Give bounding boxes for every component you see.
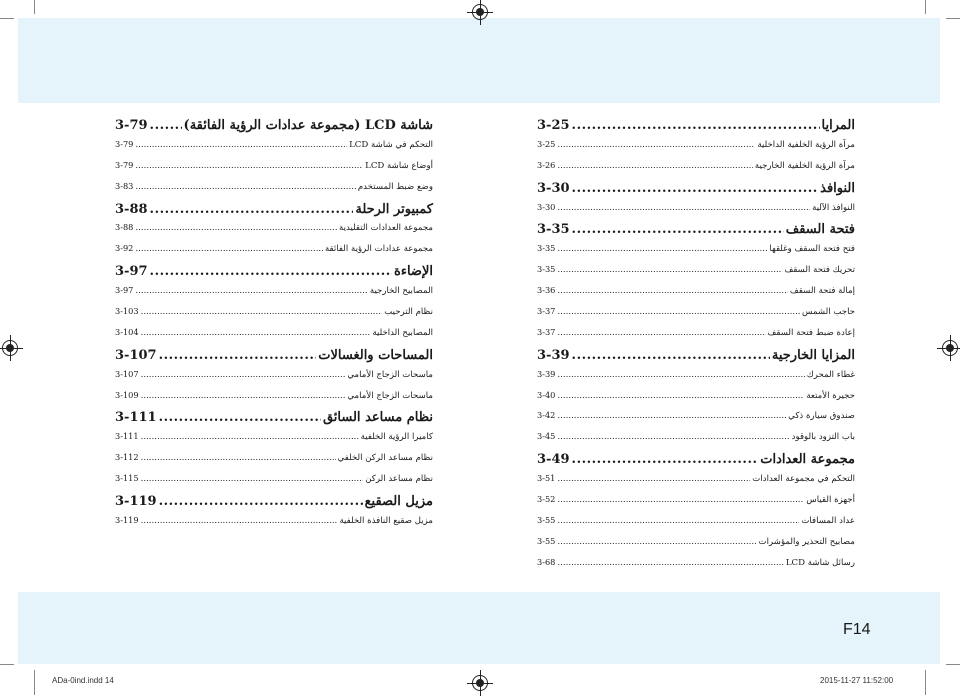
crop-mark — [0, 18, 14, 19]
toc-entry — [537, 431, 855, 452]
toc-entry-title: عداد المسافات — [801, 515, 855, 526]
toc-leader-dots — [572, 118, 820, 133]
toc-section-entry — [537, 118, 855, 139]
toc-page-number: 3-55 — [537, 514, 556, 525]
toc-leader-dots — [141, 453, 336, 463]
toc-entry-title: صندوق سيارة ذكي — [788, 411, 855, 422]
toc-leader-dots — [557, 328, 765, 338]
toc-entry — [537, 536, 855, 557]
toc-section-entry — [115, 264, 433, 285]
toc-page-number: 3-97 — [115, 285, 134, 296]
registration-mark-icon — [472, 4, 488, 20]
toc-leader-dots — [141, 328, 371, 338]
toc-page-number: 3-35 — [537, 222, 570, 238]
toc-page-number: 3-45 — [537, 431, 556, 442]
toc-page-number: 3-37 — [537, 326, 556, 337]
toc-leader-dots — [557, 265, 782, 275]
toc-leader-dots — [141, 370, 346, 380]
toc-page-number: 3-88 — [115, 222, 134, 233]
toc-entry-title: باب التزود بالوقود — [791, 432, 855, 443]
toc-entry — [115, 181, 433, 202]
toc-entry-title: ماسحات الزجاج الأمامي — [347, 390, 433, 401]
toc-page-number: 3-35 — [537, 264, 556, 275]
toc-section-entry — [537, 348, 855, 369]
toc-page-number: 3-88 — [115, 201, 148, 217]
toc-leader-dots — [557, 474, 750, 484]
toc-entry-title: تحريك فتحة السقف — [784, 265, 855, 276]
toc-leader-dots — [557, 391, 804, 401]
toc-entry — [115, 431, 433, 452]
toc-entry-title: كمبيوتر الرحلة — [355, 201, 433, 217]
toc-page-number: 3-39 — [537, 368, 556, 379]
toc-entry-title: الإضاءة — [394, 264, 433, 280]
toc-entry — [537, 160, 855, 181]
toc-leader-dots — [141, 516, 338, 526]
toc-page-number: 3-25 — [537, 118, 570, 133]
toc-entry — [115, 139, 433, 160]
toc-leader-dots — [557, 161, 752, 171]
toc-entry — [115, 515, 433, 536]
toc-entry-title: نظام مساعد السائق — [322, 410, 433, 426]
toc-leader-dots — [557, 307, 800, 317]
toc-section-entry — [115, 348, 433, 369]
toc-leader-dots — [572, 348, 770, 363]
registration-mark-icon — [2, 340, 18, 356]
toc-page-number: 3-119 — [115, 514, 139, 525]
toc-leader-dots — [557, 286, 788, 296]
toc-page-number: 3-36 — [537, 285, 556, 296]
crop-mark — [34, 0, 35, 14]
toc-entry-title: مجموعة عدادات الرؤية الفائقة — [324, 244, 433, 255]
toc-leader-dots — [159, 494, 363, 509]
toc-entry — [537, 139, 855, 160]
toc-leader-dots — [141, 432, 359, 442]
toc-entry — [115, 473, 433, 494]
toc-page-number: 3-35 — [537, 243, 556, 254]
toc-entry-title: نظام مساعد الركن — [365, 474, 433, 485]
toc-entry — [115, 243, 433, 264]
toc-entry-title: فتحة السقف — [785, 222, 855, 238]
toc-entry — [537, 410, 855, 431]
toc-leader-dots — [557, 203, 810, 213]
toc-page-number: 3-30 — [537, 201, 556, 212]
toc-page-number: 3-52 — [537, 494, 556, 505]
registration-mark-icon — [472, 675, 488, 691]
crop-mark — [946, 664, 960, 665]
toc-section-entry — [115, 494, 433, 515]
slug-date: 2015-11-27 11:52:00 — [820, 676, 894, 685]
toc-leader-dots — [141, 391, 346, 401]
toc-leader-dots — [135, 223, 337, 233]
toc-leader-dots — [557, 411, 786, 421]
toc-entry — [115, 390, 433, 411]
toc-section-entry — [537, 181, 855, 202]
toc-page-number: 3-119 — [115, 494, 157, 510]
toc-leader-dots — [150, 118, 182, 133]
crop-mark — [0, 664, 14, 665]
toc-page-number: 3-109 — [115, 389, 139, 400]
toc-column-left — [115, 118, 433, 578]
toc-page-number: 3-51 — [537, 473, 556, 484]
toc-page-number: 3-104 — [115, 326, 139, 337]
toc-entry-title: نظام مساعد الركن الخلفي — [337, 453, 433, 464]
toc-entry-title: كاميرا الرؤية الخلفية — [360, 432, 433, 443]
toc-entry — [115, 160, 433, 181]
toc-entry-title: شاشة LCD (مجموعة عدادات الرؤية الفائقة) — [183, 118, 433, 133]
toc-leader-dots — [557, 558, 783, 568]
toc-entry-title: مجموعة العدادات التقليدية — [338, 223, 433, 234]
crop-mark — [34, 670, 35, 695]
toc-entry-title: وضع ضبط المستخدم — [357, 181, 433, 192]
toc-entry-title: المصابيح الخارجية — [369, 286, 433, 297]
toc-entry-title: حجيرة الأمتعة — [806, 390, 855, 401]
toc-column-right — [537, 118, 855, 578]
toc-leader-dots — [557, 495, 804, 505]
toc-entry — [115, 452, 433, 473]
toc-page-number: 3-49 — [537, 452, 570, 468]
toc-leader-dots — [135, 161, 363, 171]
toc-page-number: 3-107 — [115, 368, 139, 379]
toc-leader-dots — [150, 202, 354, 217]
toc-entry — [537, 369, 855, 390]
toc-entry — [537, 202, 855, 223]
toc-page-number: 3-115 — [115, 473, 139, 484]
toc-leader-dots — [557, 140, 755, 150]
toc-entry-title: مزيل الصقيع — [364, 494, 433, 510]
toc-page-number: 3-112 — [115, 452, 139, 463]
toc-entry — [115, 285, 433, 306]
toc-entry — [115, 369, 433, 390]
toc-entry — [115, 327, 433, 348]
toc-entry — [537, 494, 855, 515]
top-band — [18, 18, 940, 103]
toc-page-number: 3-79 — [115, 159, 134, 170]
toc-entry — [537, 264, 855, 285]
crop-mark — [925, 0, 926, 14]
toc-leader-dots — [135, 286, 367, 296]
toc-entry-title: النوافذ الآلية — [812, 202, 855, 213]
toc-page-number: 3-68 — [537, 556, 556, 567]
toc-leader-dots — [557, 370, 804, 380]
toc-entry-title: المرايا — [821, 118, 855, 133]
toc-entry-title: ماسحات الزجاج الأمامي — [347, 369, 433, 380]
toc-page-number: 3-55 — [537, 535, 556, 546]
toc-entry — [537, 243, 855, 264]
toc-entry — [537, 557, 855, 578]
toc-entry-title: مزيل صقيع النافذة الخلفية — [339, 515, 433, 526]
toc-page-number: 3-42 — [537, 410, 556, 421]
toc-entry — [537, 327, 855, 348]
toc-section-entry — [537, 222, 855, 243]
bottom-band — [18, 592, 940, 664]
toc-entry — [537, 306, 855, 327]
toc-entry-title: غطاء المحرك — [806, 369, 855, 380]
toc-section-entry — [115, 410, 433, 431]
toc-entry-title: المساحات والغسالات — [318, 347, 433, 363]
toc-entry-title: التحكم في مجموعة العدادات — [752, 474, 855, 485]
toc-leader-dots — [572, 222, 784, 237]
toc-entry-title: التحكم في شاشة LCD — [349, 139, 433, 150]
toc-page-number: 3-111 — [115, 410, 157, 426]
toc-page-number: 3-39 — [537, 347, 570, 363]
page-number: F14 — [843, 621, 871, 638]
toc-entry — [537, 390, 855, 411]
toc-leader-dots — [141, 474, 364, 484]
toc-page-number: 3-30 — [537, 180, 570, 196]
toc-page-number: 3-37 — [537, 306, 556, 317]
toc-leader-dots — [159, 410, 321, 425]
toc-page-number: 3-79 — [115, 118, 148, 133]
toc-entry-title: المزايا الخارجية — [771, 347, 855, 363]
toc-leader-dots — [557, 244, 767, 254]
toc-page-number: 3-25 — [537, 138, 556, 149]
toc-entry — [537, 473, 855, 494]
toc-entry-title: المصابيح الداخلية — [372, 327, 433, 338]
toc-page-number: 3-111 — [115, 431, 139, 442]
toc-entry-title: مرآة الرؤية الخلفية الداخلية — [757, 139, 855, 150]
slug-filename: ADa-0ind.indd 14 — [52, 676, 114, 685]
toc-leader-dots — [159, 348, 317, 363]
toc-page-number: 3-40 — [537, 389, 556, 400]
toc-leader-dots — [572, 181, 819, 196]
toc-leader-dots — [557, 537, 756, 547]
registration-mark-icon — [942, 340, 958, 356]
toc-entry-title: مصابيح التحذير والمؤشرات — [758, 536, 855, 547]
toc-page-number: 3-26 — [537, 159, 556, 170]
toc-leader-dots — [135, 244, 323, 254]
toc-entry-title: نظام الترحيب — [384, 307, 433, 318]
toc-entry-title: مرآة الرؤية الخلفية الخارجية — [754, 160, 855, 171]
toc-page-number: 3-92 — [115, 243, 134, 254]
toc-entry — [537, 285, 855, 306]
toc-entry-title: فتح فتحة السقف وغلقها — [769, 244, 855, 255]
toc-page-number: 3-79 — [115, 138, 134, 149]
toc-page-number: 3-103 — [115, 306, 139, 317]
toc-entry-title: إمالة فتحة السقف — [789, 286, 855, 297]
toc-entry — [115, 306, 433, 327]
toc-page-number: 3-107 — [115, 347, 157, 363]
toc-entry — [115, 222, 433, 243]
toc-entry-title: أوضاع شاشة LCD — [365, 160, 433, 171]
crop-mark — [946, 18, 960, 19]
toc-page-number: 3-97 — [115, 264, 148, 280]
toc-leader-dots — [150, 264, 393, 279]
toc-section-entry — [115, 118, 433, 139]
toc-entry — [537, 515, 855, 536]
toc-leader-dots — [135, 182, 355, 192]
toc-section-entry — [115, 202, 433, 223]
toc-leader-dots — [141, 307, 383, 317]
toc-leader-dots — [557, 432, 789, 442]
toc-entry-title: مجموعة العدادات — [760, 452, 855, 468]
toc-entry-title: حاجب الشمس — [801, 307, 855, 318]
toc-entry-title: النوافذ — [820, 180, 855, 196]
crop-mark — [925, 670, 926, 695]
toc-entry-title: إعادة ضبط فتحة السقف — [767, 327, 855, 338]
toc-entry-title: رسائل شاشة LCD — [785, 557, 855, 568]
toc-section-entry — [537, 452, 855, 473]
toc-leader-dots — [557, 516, 799, 526]
toc-leader-dots — [135, 140, 347, 150]
toc-page-number: 3-83 — [115, 180, 134, 191]
toc-entry-title: أجهزة القياس — [806, 495, 855, 506]
toc-leader-dots — [572, 452, 759, 467]
